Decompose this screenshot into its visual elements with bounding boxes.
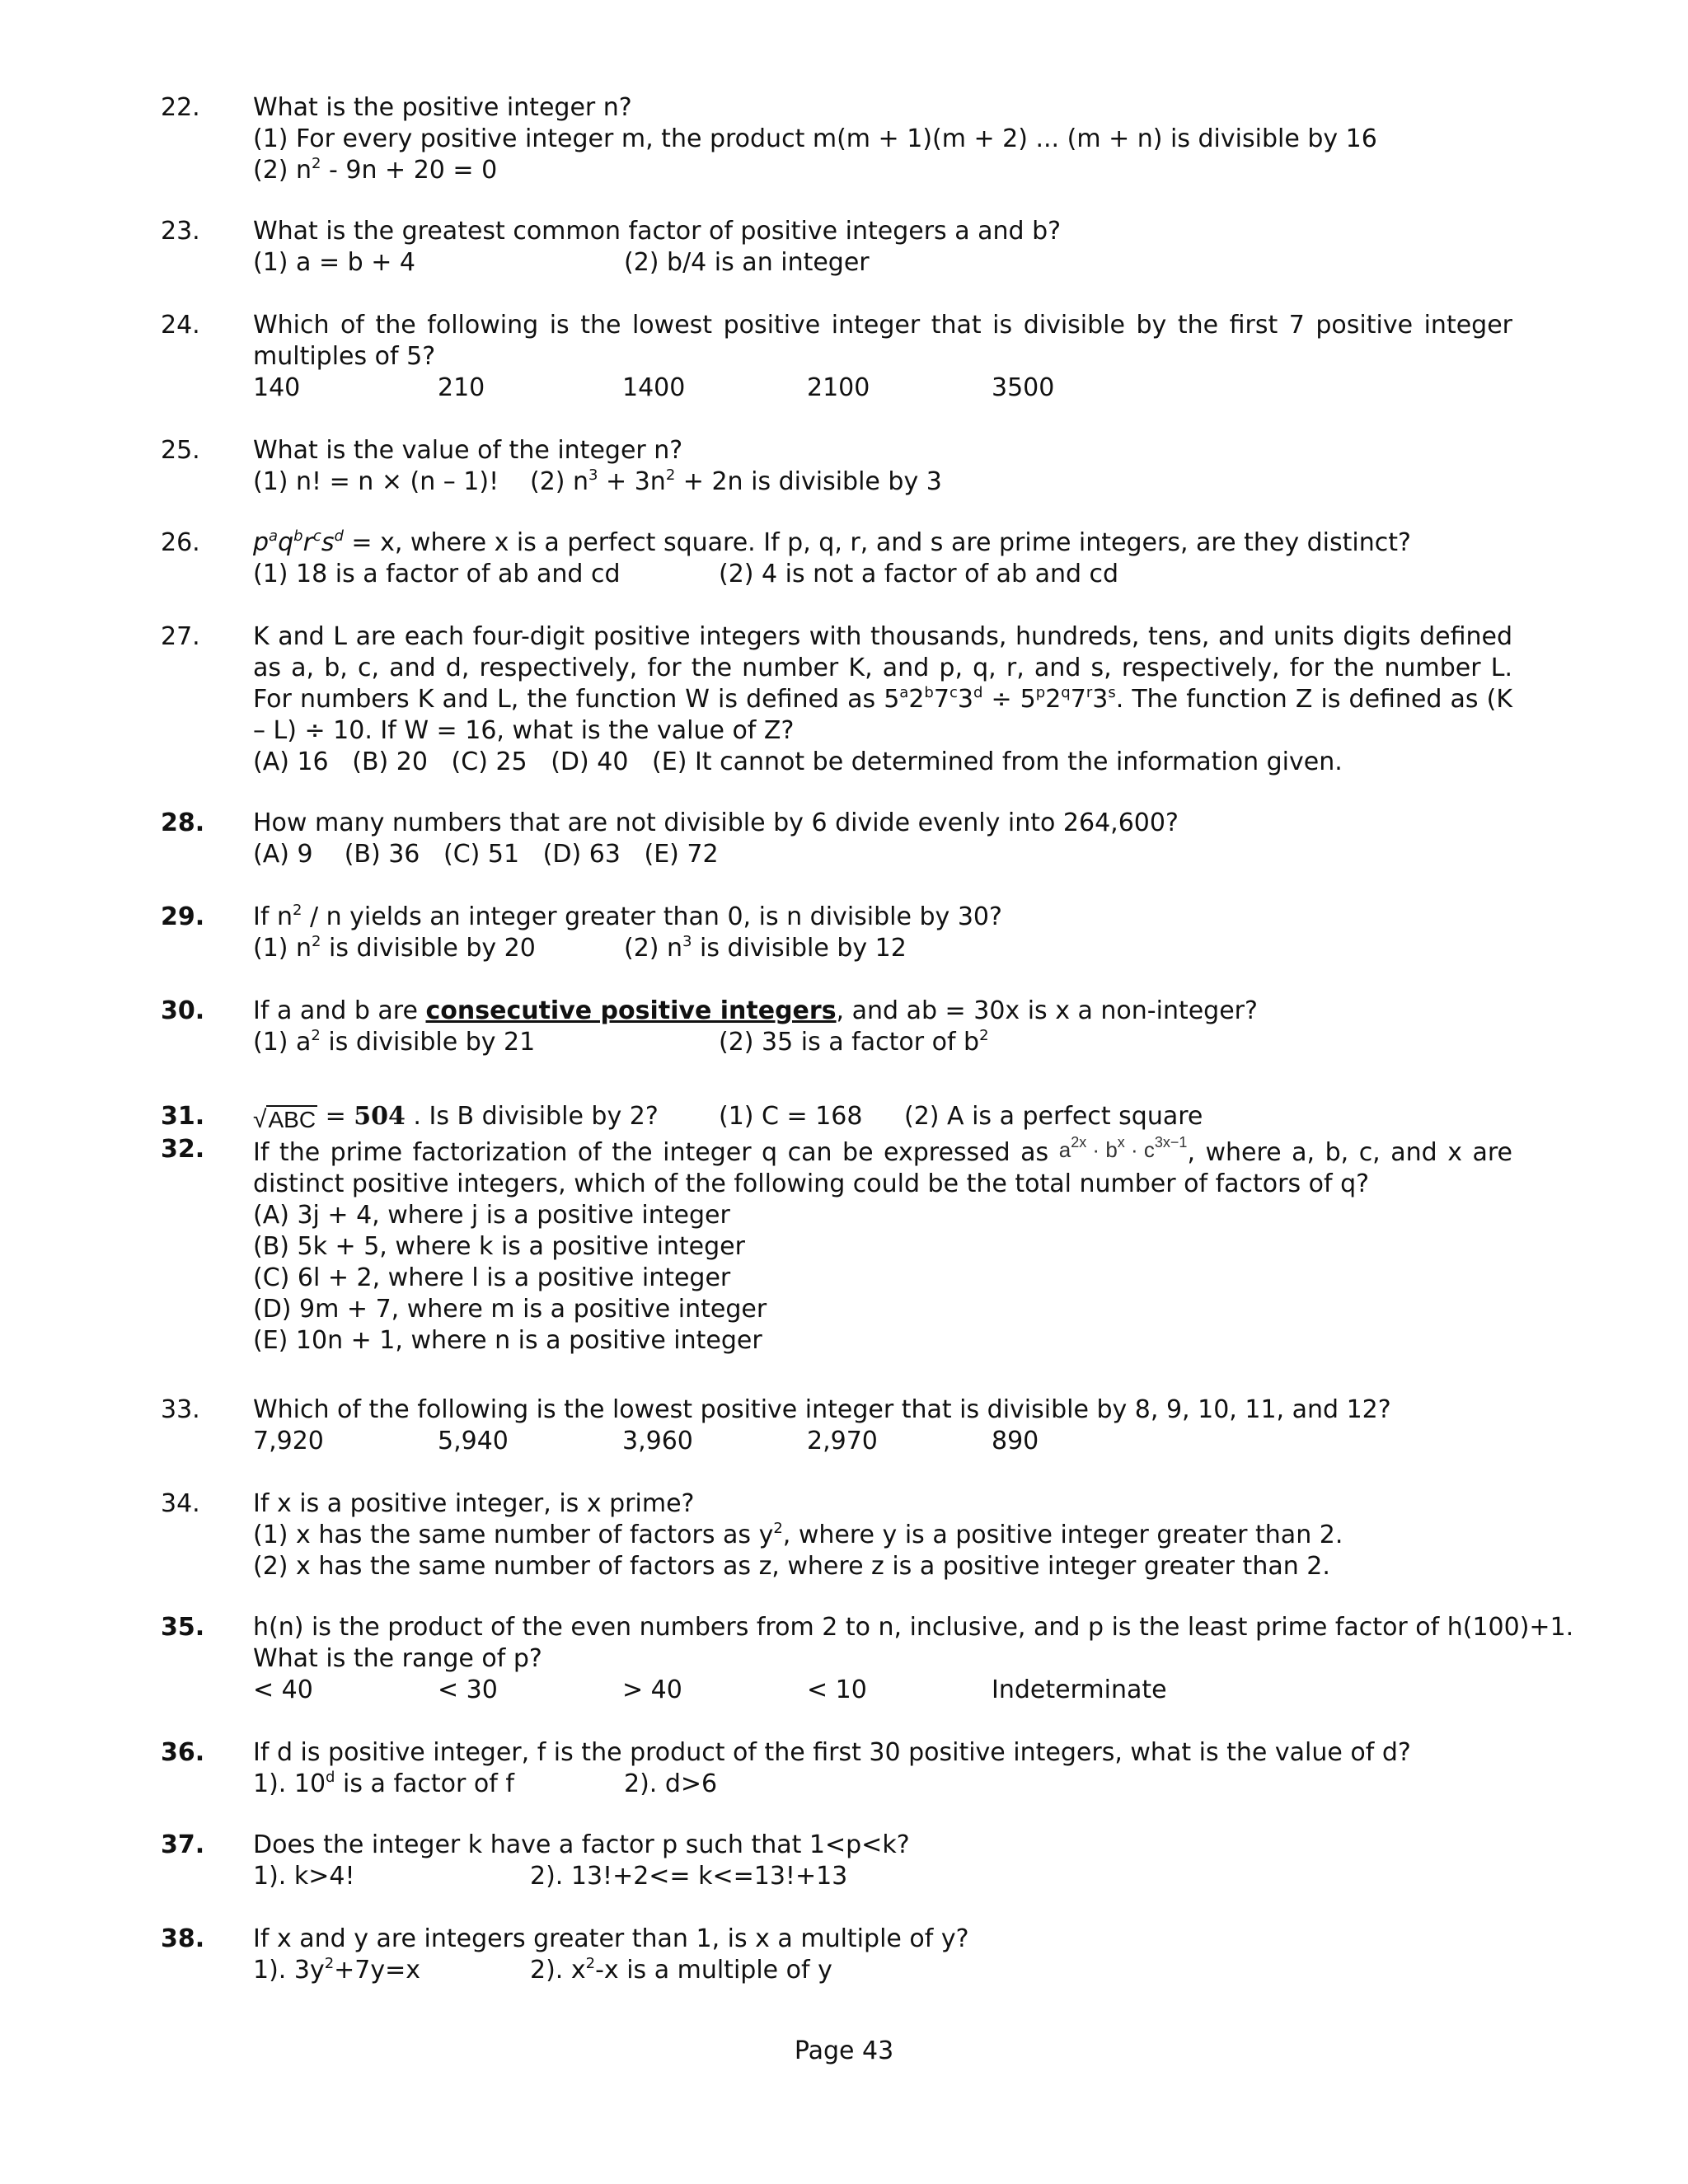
statement-2: (2) $n^3 + 3n^2 + 2n$ is divisible by 3 [530, 466, 942, 496]
statement-1: 1). k>4! [253, 1862, 355, 1891]
question-stem: Which of the following is the lowest positive integer that is divisible by the first 7 positive integer multiples of 5? [253, 311, 1512, 371]
statement-2: (2) A is a perfect square [904, 1102, 1203, 1131]
question-number: 22. [161, 93, 200, 122]
choice: < 40 [253, 1675, 313, 1704]
statement-2: 2). d>6 [624, 1769, 718, 1798]
statement-2: (2) x has the same number of factors as z, where z is a positive integer greater than 2. [253, 1552, 1330, 1581]
question-stem: K and L are each four-digit positive integers with thousands, hundreds, tens, and units digits defined as a, b, c, and d, respectively, for the number K, and p, q, r, and s, respectively, for the number L. For numbers K and L, the function W is defined as $5^a2^b7^c3^d \div 5^p2^q7^r3^s$. The function Z is defined as (K – L) ÷ 10. If W = 16, what is the value of Z? [253, 622, 1512, 745]
question-stem: $p^aq^br^cs^d = x$, where x is a perfect square. If p, q, r, and s are prime integers, are they distinct? [253, 527, 1411, 557]
question-stem: If $n^2$ / n yields an integer greater than 0, is n divisible by 30? [253, 902, 1002, 931]
question-number: 29. [161, 902, 205, 931]
question-number: 35. [161, 1613, 205, 1642]
statement-1: (1) x has the same number of factors as $y^2$, where y is a positive integer greater than 2. [253, 1520, 1343, 1549]
statement-1: (1) For every positive integer m, the product m(m + 1)(m + 2) ... (m + n) is divisible by 16 [253, 124, 1377, 153]
answer-choices [253, 1426, 1512, 1457]
question-stem: If d is positive integer, f is the product of the first 30 positive integers, what is the value of d? [253, 1738, 1411, 1767]
option-e: (E) 10n + 1, where n is a positive integer [253, 1326, 762, 1355]
question-number: 33. [161, 1395, 200, 1424]
option-d: (D) 9m + 7, where m is a positive integer [253, 1295, 767, 1324]
choice: 7,920 [253, 1427, 324, 1455]
question-number: 38. [161, 1924, 205, 1953]
choice: > 40 [622, 1675, 682, 1704]
choice: 2100 [807, 373, 870, 402]
statement-2: (2) $n^3$ is divisible by 12 [624, 933, 907, 963]
statement-1: (1) C = 168 [719, 1102, 863, 1131]
statement-1: (1) $n^2$ is divisible by 20 [253, 933, 536, 963]
question-number: 23. [161, 217, 200, 246]
question-stem: What is the positive integer n? [253, 93, 632, 122]
statement-1: (1) n! = n × (n – 1)! [253, 467, 499, 496]
choice: 2,970 [807, 1427, 878, 1455]
question-number: 36. [161, 1738, 205, 1767]
statement-2: 2). 13!+2<= k<=13!+13 [530, 1862, 848, 1891]
question-stem: If x is a positive integer, is x prime? [253, 1489, 695, 1518]
question-number: 32. [161, 1135, 205, 1164]
answer-choices [253, 373, 1512, 404]
statement-1: (1) 18 is a factor of ab and cd [253, 560, 621, 588]
choice: < 30 [438, 1675, 498, 1704]
statement-2: 2). $x^2-x$ is a multiple of y [530, 1955, 832, 1985]
choice: < 10 [807, 1675, 867, 1704]
page-number: Page 43 [794, 2036, 894, 2065]
statement-1: (1) $a^2$ is divisible by 21 [253, 1027, 536, 1057]
answer-choices: (A) 16 (B) 20 (C) 25 (D) 40 (E) It cannot be determined from the information given. [253, 748, 1343, 776]
statement-1: (1) a = b + 4 [253, 248, 415, 277]
underlined-phrase: consecutive positive integers [425, 996, 837, 1025]
question-number: 34. [161, 1489, 200, 1518]
question-stem: How many numbers that are not divisible by 6 divide evenly into 264,600? [253, 808, 1179, 837]
choice: 3,960 [622, 1427, 693, 1455]
prime-factorization-expression: $a^{2x} \cdot b^x \cdot c^{3x-1}$ [1058, 1134, 1188, 1162]
choice: Indeterminate [992, 1675, 1167, 1704]
question-number: 27. [161, 622, 200, 651]
choice: 1400 [622, 373, 686, 402]
question-number: 31. [161, 1102, 205, 1131]
choice: 3500 [992, 373, 1055, 402]
question-number: 37. [161, 1830, 205, 1859]
choice: 5,940 [438, 1427, 509, 1455]
question-stem: Does the integer k have a factor p such that 1<p<k? [253, 1830, 910, 1859]
question-number: 30. [161, 996, 205, 1025]
question-number: 25. [161, 436, 200, 465]
question-number: 26. [161, 528, 200, 557]
statement-2: (2) 35 is a factor of $b^2$ [719, 1027, 989, 1057]
choice: 210 [438, 373, 485, 402]
statement-2: (2) 4 is not a factor of ab and cd [719, 560, 1119, 588]
question-stem: If x and y are integers greater than 1, is x a multiple of y? [253, 1924, 969, 1953]
question-stem: Which of the following is the lowest positive integer that is divisible by 8, 9, 10, 11, and 12? [253, 1395, 1391, 1424]
question-number: 24. [161, 311, 200, 340]
question-stem: If the prime factorization of the integer q can be expressed as $a^{2x} \cdot b^x \cdot c^{3x-1}$, where a, b, c, and x are distinct positive integers, which of the following could be the total number of factors of q? [253, 1134, 1512, 1198]
question-number: 28. [161, 808, 205, 837]
answer-choices: (A) 9 (B) 36 (C) 51 (D) 63 (E) 72 [253, 840, 719, 869]
statement-1: 1). 10$^d$ is a factor of f [253, 1769, 514, 1798]
question-stem: √ABC = 504 . Is B divisible by 2? [253, 1101, 719, 1136]
question-stem: h(n) is the product of the even numbers from 2 to n, inclusive, and p is the least prime factor of h(100)+1. [253, 1613, 1574, 1642]
statement-2: (2) $n^2 - 9n + 20 = 0$ [253, 155, 498, 185]
answer-choices [253, 1675, 1512, 1706]
choice: 890 [992, 1427, 1039, 1455]
question-stem: What is the value of the integer n? [253, 436, 683, 465]
statement-1: 1). $3y^2+7y=x$ [253, 1955, 421, 1985]
statement-2: (2) b/4 is an integer [624, 248, 870, 277]
option-b: (B) 5k + 5, where k is a positive integer [253, 1232, 745, 1261]
option-a: (A) 3j + 4, where j is a positive integer [253, 1201, 730, 1230]
square-root-expression: √ABC [253, 1106, 316, 1133]
question-stem: What is the greatest common factor of positive integers a and b? [253, 217, 1062, 246]
question-stem: If a and b are consecutive positive integers, and ab = 30x is x a non-integer? [253, 996, 1258, 1025]
choice: 140 [253, 373, 301, 402]
radical-sign-icon: √ [253, 1106, 267, 1133]
option-c: (C) 6l + 2, where l is a positive integer [253, 1263, 731, 1292]
question-stem-2: What is the range of p? [253, 1644, 542, 1673]
